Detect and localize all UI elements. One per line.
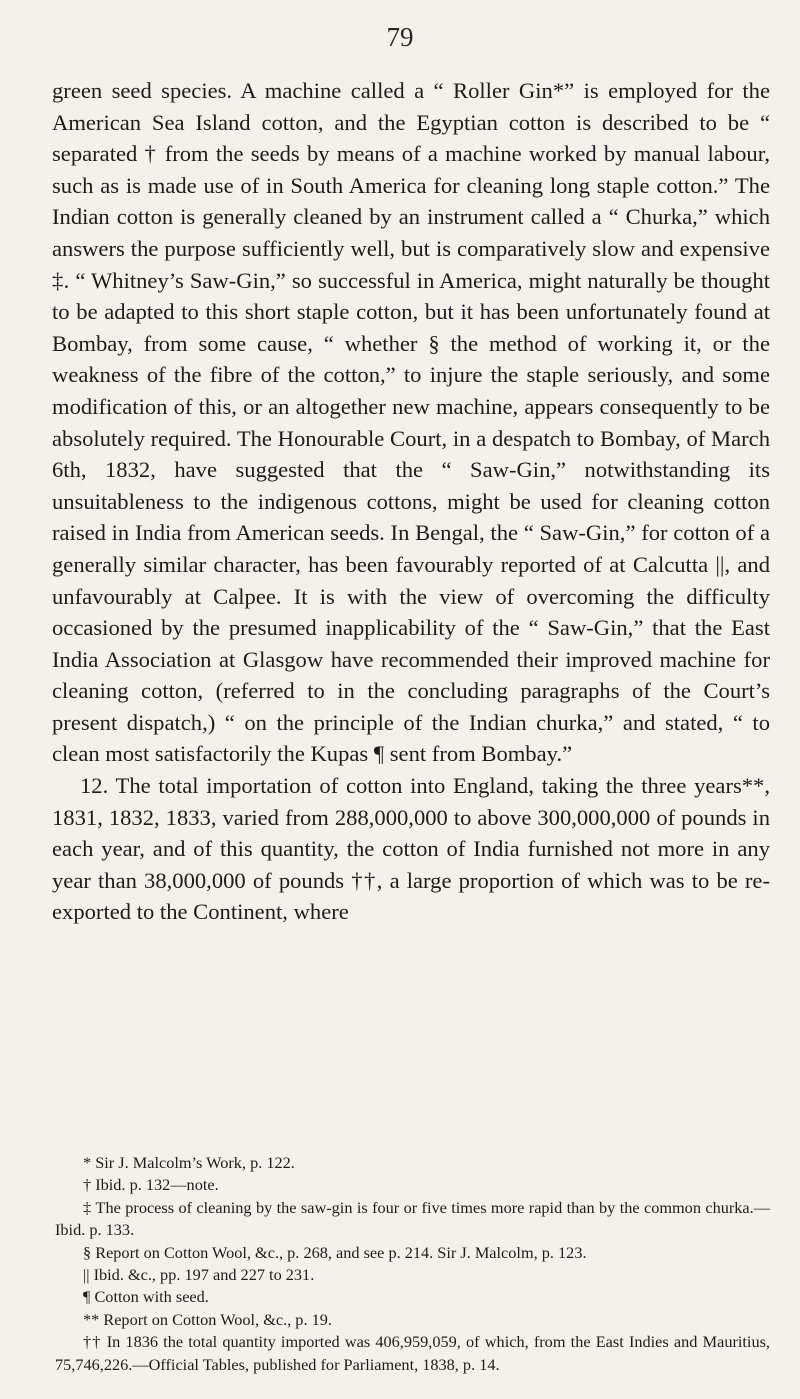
footnote: || Ibid. &c., pp. 197 and 227 to 231. (83, 1265, 315, 1285)
page-number: 79 (386, 22, 414, 52)
footnote: †† In 1836 the total quantity imported was 406,959,059, of which, from the East Indies and Mauritius, 75,746,226.—Official Tables, published for Parliament, 1838, p. 14. (55, 1332, 770, 1374)
footnote: * Sir J. Malcolm’s Work, p. 122. (83, 1153, 295, 1172)
paragraph-2: 12. The total importation of cotton into England, taking the three years**, 1831, 1832, 1833, varied from 288,000,000 to above 300,000,000 of pounds in each year, and of this quantity, the cotton of India furnished not more in any year than 38,000,000 of pounds ††, a large proportion of which was to be re-exported to the Continent, where (52, 773, 770, 925)
footnote: ¶ Cotton with seed. (83, 1287, 209, 1307)
paragraph-1: green seed species. A machine called a “ Roller Gin*” is employed for the American Sea Island cotton, and the Egyptian cotton is described to be “ separated † from the seeds by means of a machine worked by manual labour, such as is made use of in South America for cleaning long staple cotton.” The Indian cotton is generally cleaned by an instrument called a “ Churka,” which answers the purpose sufficiently well, but is comparatively slow and expensive ‡. “ Whitney’s Saw-Gin,” so successful in America, might naturally be thought to be adapted to this short staple cotton, but it has been unfortunately found at Bombay, from some cause, “ whether § the method of working it, or the weakness of the fibre of the cotton,” to injure the staple seriously, and some modification of this, or an altogether new machine, appears consequently to be absolutely required. The Honourable Court, in a despatch to Bombay, of March 6th, 1832, have suggested that the “ Saw-Gin,” notwithstanding its unsuitableness to the indigenous cottons, might be used for cleaning cotton raised in India from American seeds. In Bengal, the “ Saw-Gin,” for cotton of a generally similar character, has been favourably reported of at Calcutta ||, and unfavourably at Calpee. It is with the view of overcoming the difficulty occasioned by the presumed inapplicability of the “ Saw-Gin,” that the East India Association at Glasgow have recommended their improved machine for cleaning cotton, (referred to in the concluding paragraphs of the Court’s present dispatch,) “ on the principle of the Indian churka,” and stated, “ to clean most satisfactorily the Kupas ¶ sent from Bombay.” (52, 78, 770, 767)
footnote: ** Report on Cotton Wool, &c., p. 19. (83, 1309, 332, 1329)
footnotes (55, 1152, 770, 1376)
footnote: † Ibid. p. 132—note. (83, 1175, 219, 1195)
body-text (52, 75, 770, 928)
footnote: ‡ The process of cleaning by the saw-gin is four or five times more rapid than by the common churka.—Ibid. p. 133. (55, 1197, 770, 1240)
footnote: § Report on Cotton Wool, &c., p. 268, and see p. 214. Sir J. Malcolm, p. 123. (83, 1242, 587, 1262)
